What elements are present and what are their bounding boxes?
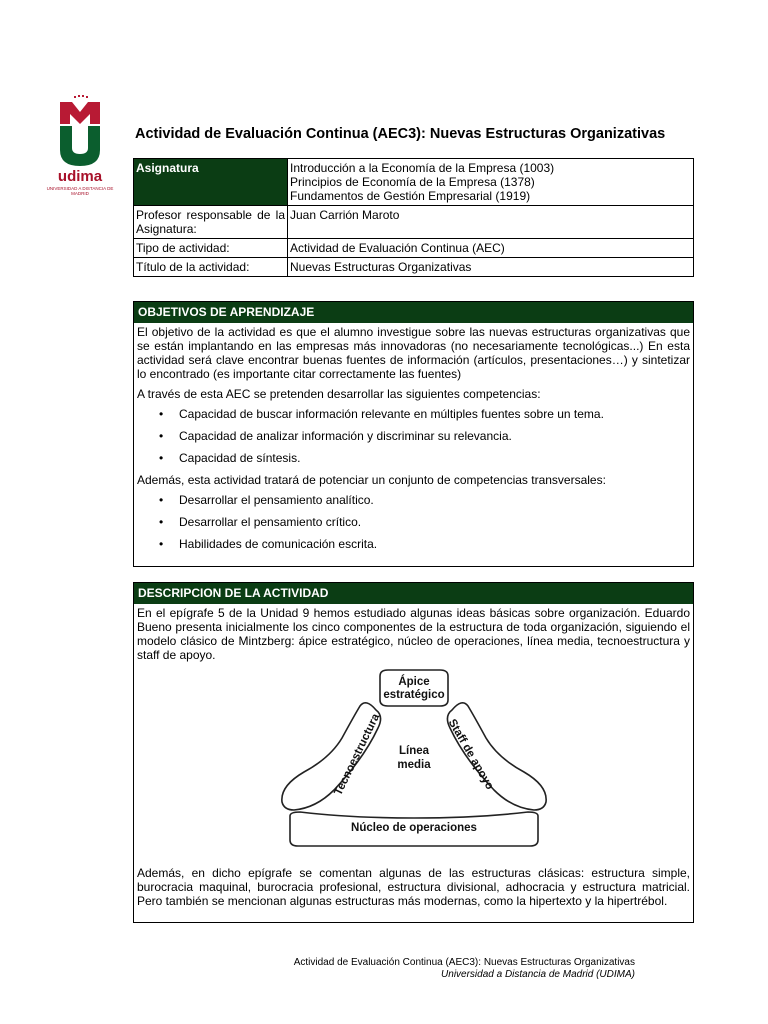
info-table bbox=[133, 158, 694, 277]
bullet: • bbox=[159, 493, 164, 507]
bullet: • bbox=[159, 407, 164, 421]
objetivos-heading: OBJETIVOS DE APRENDIZAJE bbox=[134, 302, 693, 323]
info-label: Tipo de actividad: bbox=[134, 239, 288, 258]
descripcion-paragraph: Además, en dicho epígrafe se comentan algunas de las estructuras clásicas: estructura simple, burocracia maquinal, burocracia profesional, estructura divisional, adhocracia y estructura matricial. Pero también se mencionan algunas estructuras más modernas, como la hipertexto y la hipertrébol. bbox=[137, 866, 690, 908]
objetivos-paragraph: El objetivo de la actividad es que el alumno investigue sobre las nuevas estructuras organizativas que se están implantando en las empresas más innovadoras (no necesariamente tecnológicas...) En esta actividad será clave encontrar buenas fuentes de información (artículos, presentaciones…) y sintetizar lo encontrado (es importante citar correctamente las fuentes) bbox=[137, 325, 690, 381]
list-item: • Capacidad de buscar información relevante en múltiples fuentes sobre un tema. bbox=[159, 407, 604, 421]
linea-media-label: Línea bbox=[398, 745, 429, 757]
transversales-list bbox=[137, 493, 690, 551]
info-value: Nuevas Estructuras Organizativas bbox=[288, 258, 694, 277]
descripcion-paragraph: En el epígrafe 5 de la Unidad 9 hemos estudiado algunas ideas básicas sobre organización. Eduardo Bueno presenta inicialmente los cinco componentes de la estructura de toda organización, siguiendo el modelo clásico de Mintzberg: ápice estratégico, núcleo de operaciones, línea media, tecnoestructura y staff de apoyo. bbox=[137, 606, 690, 662]
descripcion-body bbox=[134, 604, 693, 912]
apice-label: estratégico bbox=[382, 689, 445, 701]
list-item: • Desarrollar el pensamiento crítico. bbox=[159, 515, 362, 529]
tecnoestructura-label: Tecnoestructura bbox=[331, 711, 382, 798]
asignatura-line: Introducción a la Economía de la Empresa (1003) bbox=[290, 161, 555, 175]
list-item: • Desarrollar el pensamiento analítico. bbox=[159, 493, 374, 507]
page-footer bbox=[133, 957, 635, 981]
info-row-tipo bbox=[134, 239, 694, 258]
objetivos-paragraph: A través de esta AEC se pretenden desarrollar las siguientes competencias: bbox=[137, 387, 541, 401]
bullet: • bbox=[159, 515, 164, 529]
competencias-list bbox=[137, 407, 690, 465]
bullet: • bbox=[159, 429, 164, 443]
info-row-titulo bbox=[134, 258, 694, 277]
objetivos-body bbox=[134, 323, 693, 563]
logo-wordmark: udima bbox=[57, 168, 103, 185]
bullet: • bbox=[159, 451, 164, 465]
descripcion-heading: DESCRIPCION DE LA ACTIVIDAD bbox=[134, 583, 693, 604]
udima-logo bbox=[40, 94, 120, 196]
objetivos-paragraph: Además, esta actividad tratará de potenciar un conjunto de competencias transversales: bbox=[137, 473, 606, 487]
footer-title: Actividad de Evaluación Continua (AEC3): Nuevas Estructuras Organizativas bbox=[293, 957, 635, 968]
info-row-asignatura bbox=[134, 159, 694, 206]
objetivos-section bbox=[133, 301, 694, 567]
list-item: • Capacidad de síntesis. bbox=[159, 451, 301, 465]
info-value: Actividad de Evaluación Continua (AEC) bbox=[288, 239, 694, 258]
footer-university: Universidad a Distancia de Madrid (UDIMA) bbox=[441, 969, 635, 980]
staff-label: Staff de apoyo bbox=[445, 717, 496, 792]
mintzberg-diagram bbox=[276, 668, 552, 862]
descripcion-section bbox=[133, 582, 694, 923]
apice-label: Ápice bbox=[397, 676, 430, 688]
info-value: Juan Carrión Maroto bbox=[288, 206, 694, 239]
asignatura-line: Principios de Economía de la Empresa (1378) bbox=[290, 175, 535, 189]
info-label: Profesor responsable de la Asignatura: bbox=[134, 206, 288, 239]
asignatura-line: Fundamentos de Gestión Empresarial (1919) bbox=[290, 189, 531, 203]
staff-shape bbox=[447, 703, 546, 810]
tecnoestructura-shape bbox=[281, 703, 380, 810]
bullet: • bbox=[159, 537, 164, 551]
udima-mu-icon bbox=[52, 94, 108, 170]
linea-media-label: media bbox=[396, 759, 431, 771]
nucleo-label: Núcleo de operaciones bbox=[350, 822, 477, 834]
list-item: • Habilidades de comunicación escrita. bbox=[159, 537, 378, 551]
info-row-profesor bbox=[134, 206, 694, 239]
info-label: Título de la actividad: bbox=[134, 258, 288, 277]
logo-subtitle: UNIVERSIDAD A DISTANCIA DE MADRID bbox=[46, 186, 114, 196]
document-title: Actividad de Evaluación Continua (AEC3): Nuevas Estructuras Organizativas bbox=[135, 126, 666, 142]
info-label: Asignatura bbox=[134, 159, 288, 206]
list-item: • Capacidad de analizar información y discriminar su relevancia. bbox=[159, 429, 512, 443]
info-value bbox=[288, 159, 694, 206]
